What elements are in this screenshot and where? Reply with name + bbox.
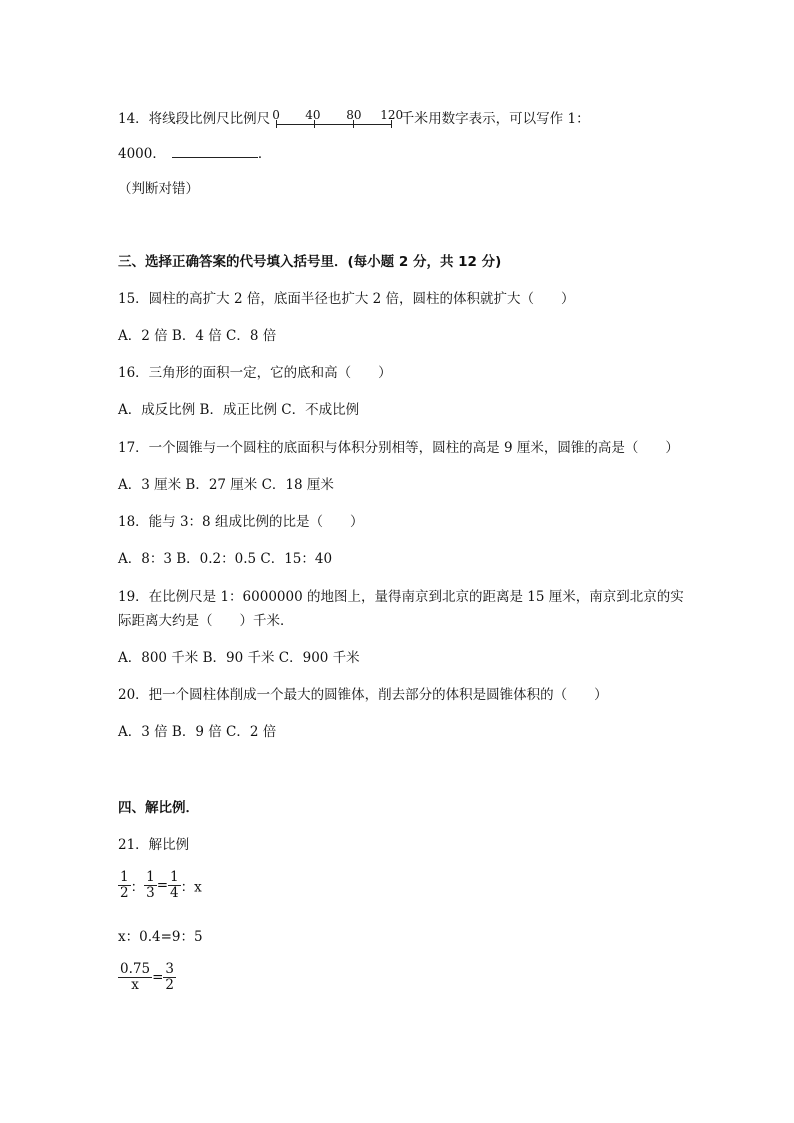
scale-label-0: 0 <box>272 108 280 122</box>
q14-ratio-value: 4000． <box>118 146 166 162</box>
q15-question: 15．圆柱的高扩大 2 倍，底面半径也扩大 2 倍，圆柱的体积就扩大（ ） <box>118 291 575 307</box>
q14-note: （判断对错） <box>118 181 199 197</box>
q21-question: 21．解比例 <box>118 837 190 853</box>
scale-tick <box>391 120 392 128</box>
fraction: $\frac{1}{2}$ <box>120 869 129 901</box>
fraction: $\frac{0.75}{x}$ <box>120 961 151 993</box>
q16-options: A．成反比例 B．成正比例 C．不成比例 <box>118 402 360 418</box>
q21-equation-3: $\frac{0.75}{x}$ = $\frac{3}{2}$ <box>120 961 174 993</box>
line-segment-scale <box>272 108 404 132</box>
q17-options: A．3 厘米 B．27 厘米 C．18 厘米 <box>118 477 334 493</box>
q20-options: A．3 倍 B．9 倍 C．2 倍 <box>118 724 277 740</box>
q19-question: 19．在比例尺是 1：6000000 的地图上，量得南京到北京的距离是 15 厘米，南京到北京的实 <box>118 589 684 605</box>
section-3-title: 三、选择正确答案的代号填入括号里．(每小题 2 分，共 12 分) <box>118 254 502 270</box>
answer-blank[interactable] <box>172 143 258 158</box>
fraction: $\frac{1}{3}$ <box>146 869 155 901</box>
q15-options: A．2 倍 B．4 倍 C．8 倍 <box>118 328 277 344</box>
q18-options: A．8：3 B．0.2：0.5 C．15：40 <box>118 551 333 567</box>
scale-label-80: 80 <box>346 108 362 122</box>
section-4-title: 四、解比例． <box>118 800 199 816</box>
q14-prefix: 14．将线段比例尺比例尺 <box>118 111 271 127</box>
scale-bar <box>276 124 392 125</box>
scale-tick <box>353 120 354 128</box>
q14-line2 <box>118 143 271 163</box>
q14-suffix: 用数字表示，可以写作 1： <box>428 111 590 127</box>
q19-options: A．800 千米 B．90 千米 C．900 千米 <box>118 650 360 666</box>
fraction: $\frac{1}{4}$ <box>170 869 179 901</box>
scale-tick <box>314 120 315 128</box>
scale-label-40: 40 <box>305 108 321 122</box>
q18-question: 18．能与 3：8 组成比例的比是（ ） <box>118 514 364 530</box>
q17-question: 17．一个圆锥与一个圆柱的底面积与体积分别相等，圆柱的高是 9 厘米，圆锥的高是（ ） <box>118 440 679 456</box>
q20-question: 20．把一个圆柱体削成一个最大的圆锥体，削去部分的体积是圆锥体积的（ ） <box>118 687 608 703</box>
scale-unit: 千米 <box>400 111 429 127</box>
q16-question: 16．三角形的面积一定，它的底和高（ ） <box>118 365 392 381</box>
scale-label-120: 120 <box>380 108 404 122</box>
q21-equation-2: x：0.4=9：5 <box>118 929 203 945</box>
q14-end: ． <box>257 146 272 162</box>
q19-question-cont: 际距离大约是（ ）千米． <box>118 613 294 629</box>
fraction: $\frac{3}{2}$ <box>165 961 174 993</box>
q21-equation-1: $\frac{1}{2}$ ： $\frac{1}{3}$ = $\frac{1}{4}$ ：x <box>120 869 202 901</box>
scale-tick <box>276 120 277 128</box>
q14-line1 <box>118 108 590 132</box>
